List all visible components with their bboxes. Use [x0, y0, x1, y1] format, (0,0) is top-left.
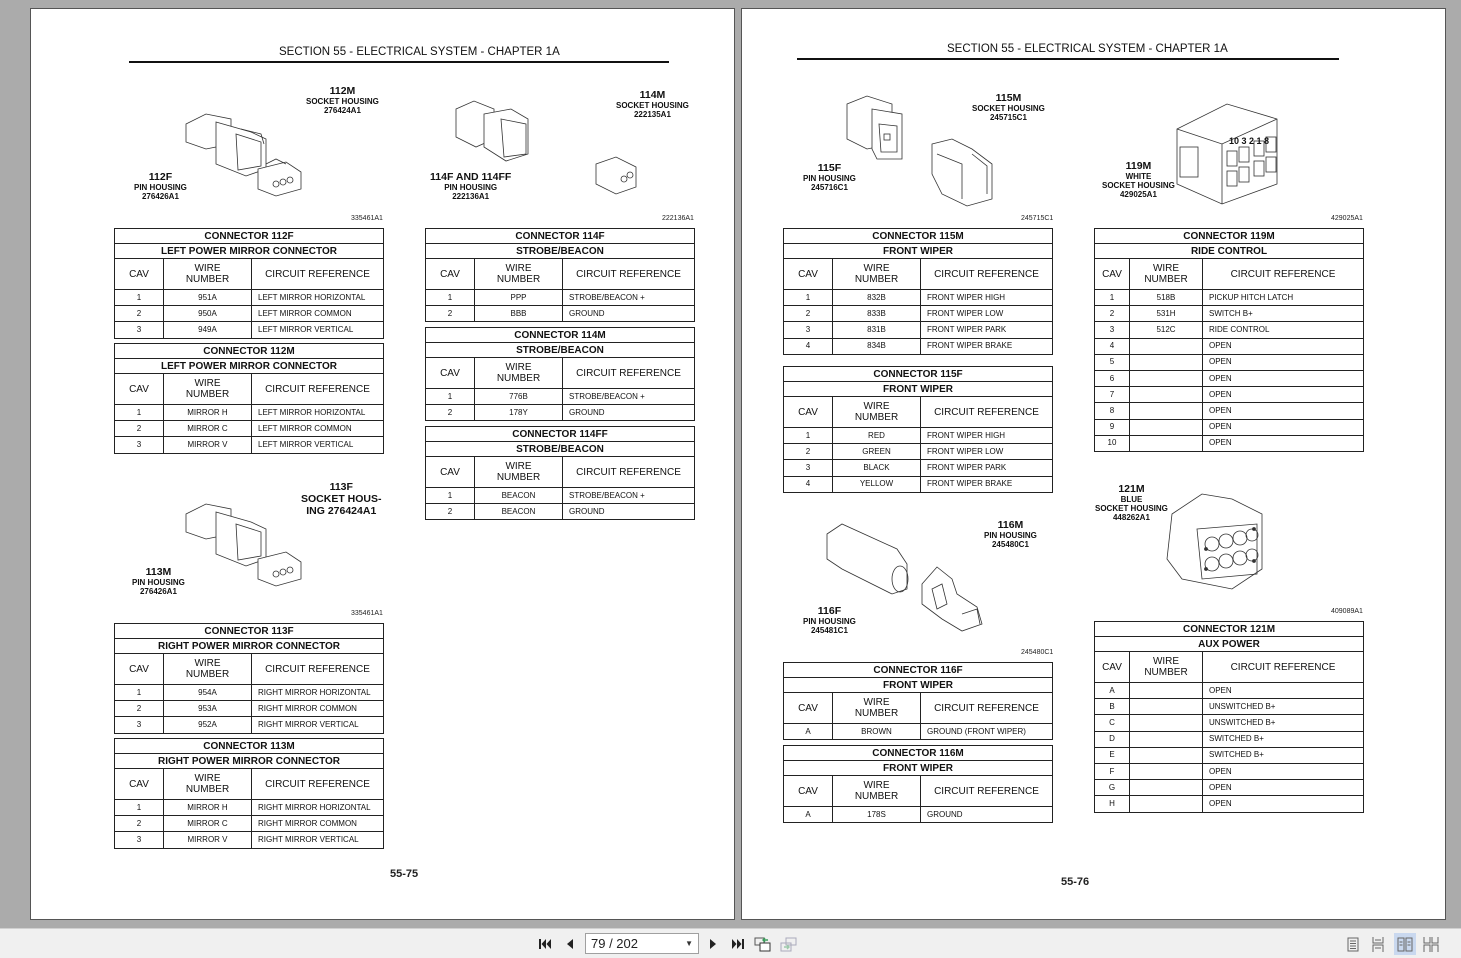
table-row: 10 OPEN [1095, 435, 1364, 451]
connector-table-119M: CONNECTOR 119M RIDE CONTROL CAV WIRE NUMBER CIRCUIT REFERENCE 1 518B PICKUP HITCH LATCH 2 531H SWITCH B+ 3 512C RIDE CONTROL 4 OPEN 5 OPEN 6 OPEN 7 OPEN 8 OPEN 9 OPEN 10 OPEN [1094, 228, 1364, 452]
connector-table-114F: CONNECTOR 114F STROBE/BEACON CAV WIRE NUMBER CIRCUIT REFERENCE 1 PPP STROBE/BEACON + 2 BBB GROUND [425, 228, 695, 322]
table-row: 2 950A LEFT MIRROR COMMON [115, 306, 384, 322]
table-row: 6 OPEN [1095, 370, 1364, 386]
table-row: 3 831B FRONT WIPER PARK [784, 322, 1053, 338]
pdf-page-right [741, 8, 1446, 920]
table-row: 1 951A LEFT MIRROR HORIZONTAL [115, 290, 384, 306]
table-row: C UNSWITCHED B+ [1095, 715, 1364, 731]
table-row: A OPEN [1095, 683, 1364, 699]
connector-table-115M: CONNECTOR 115M FRONT WIPER CAV WIRE NUMBER CIRCUIT REFERENCE 1 832B FRONT WIPER HIGH 2 833B FRONT WIPER LOW 3 831B FRONT WIPER PARK 4 834B FRONT WIPER BRAKE [783, 228, 1053, 355]
figure-ref: 429025A1 [1331, 215, 1363, 222]
previous-page-button[interactable] [561, 935, 579, 953]
figure-ref: 245480C1 [1021, 649, 1054, 656]
label-114F-114FF: 114F AND 114FF PIN HOUSING 222136A1 [430, 171, 512, 202]
table-row: 1 RED FRONT WIPER HIGH [784, 428, 1053, 444]
connector-table-114FF: CONNECTOR 114FF STROBE/BEACON CAV WIRE NUMBER CIRCUIT REFERENCE 1 BEACON STROBE/BEACON + 2 BEACON GROUND [425, 426, 695, 520]
table-row: A 178S GROUND [784, 807, 1053, 823]
table-row: 8 OPEN [1095, 403, 1364, 419]
connector-table-114M: CONNECTOR 114M STROBE/BEACON CAV WIRE NUMBER CIRCUIT REFERENCE 1 776B STROBE/BEACON + 2 178Y GROUND [425, 327, 695, 421]
connector-121-illustration [1162, 489, 1272, 599]
single-page-icon [1347, 937, 1359, 952]
section-header: SECTION 55 - ELECTRICAL SYSTEM - CHAPTER 1A [279, 46, 560, 58]
label-113F: 113F SOCKET HOUS- ING 276424A1 [301, 481, 382, 518]
two-page-view-button[interactable] [1394, 933, 1416, 955]
table-row: 3 949A LEFT MIRROR VERTICAL [115, 322, 384, 338]
table-row: 1 776B STROBE/BEACON + [426, 389, 695, 405]
page-number: 55-75 [390, 868, 419, 880]
first-page-icon [539, 938, 553, 950]
connector-table-121M: CONNECTOR 121M AUX POWER CAV WIRE NUMBER CIRCUIT REFERENCE A OPEN B UNSWITCHED B+ C UNSWITCHED B+ D SWITCHED B+ E SWITCHED B+ F OPEN G OPEN H OPEN [1094, 621, 1364, 813]
table-row: 3 512C RIDE CONTROL [1095, 322, 1364, 338]
connector-table-113F: CONNECTOR 113F RIGHT POWER MIRROR CONNECTOR CAV WIRE NUMBER CIRCUIT REFERENCE 1 954A RIGHT MIRROR HORIZONTAL 2 953A RIGHT MIRROR COMMON 3 952A RIGHT MIRROR VERTICAL [114, 623, 384, 734]
label-112F: 112F PIN HOUSING 276426A1 [134, 171, 187, 202]
table-row: 2 MIRROR C LEFT MIRROR COMMON [115, 421, 384, 437]
single-page-view-button[interactable] [1342, 933, 1364, 955]
two-page-continuous-icon [1423, 937, 1439, 952]
page-number: 55-76 [1061, 876, 1090, 888]
connector-119-illustration [1172, 99, 1292, 209]
table-row: 1 MIRROR H RIGHT MIRROR HORIZONTAL [115, 800, 384, 816]
page-number-dropdown[interactable] [585, 933, 699, 954]
table-row: A BROWN GROUND (FRONT WIPER) [784, 724, 1053, 740]
two-page-continuous-view-button[interactable] [1420, 933, 1442, 955]
continuous-page-icon [1372, 937, 1384, 952]
last-page-icon [730, 938, 744, 950]
label-112M: 112M SOCKET HOUSING 276424A1 [306, 85, 379, 116]
table-row: 3 MIRROR V RIGHT MIRROR VERTICAL [115, 832, 384, 848]
figure-ref: 245715C1 [1021, 215, 1054, 222]
table-row: G OPEN [1095, 780, 1364, 796]
label-116F: 116F PIN HOUSING 245481C1 [803, 605, 856, 636]
table-row: 9 OPEN [1095, 419, 1364, 435]
first-page-button[interactable] [537, 935, 555, 953]
table-row: 7 OPEN [1095, 387, 1364, 403]
chevron-down-icon: ▼ [685, 939, 693, 948]
table-row: 1 PPP STROBE/BEACON + [426, 290, 695, 306]
table-row: B UNSWITCHED B+ [1095, 699, 1364, 715]
table-row: 1 832B FRONT WIPER HIGH [784, 290, 1053, 306]
page-number-value: 79 / 202 [591, 936, 638, 951]
header-rule [797, 58, 1339, 60]
table-row: F OPEN [1095, 763, 1364, 779]
two-page-icon [1397, 937, 1413, 952]
label-121M: 121M BLUE SOCKET HOUSING 448262A1 [1095, 483, 1168, 523]
table-row: 1 MIRROR H LEFT MIRROR HORIZONTAL [115, 405, 384, 421]
label-115F: 115F PIN HOUSING 245716C1 [803, 162, 856, 193]
table-row: 3 MIRROR V LEFT MIRROR VERTICAL [115, 437, 384, 453]
table-row: 3 952A RIGHT MIRROR VERTICAL [115, 717, 384, 733]
table-row: 1 518B PICKUP HITCH LATCH [1095, 290, 1364, 306]
table-row: E SWITCHED B+ [1095, 747, 1364, 763]
continuous-view-button[interactable] [1367, 933, 1389, 955]
table-row: 1 954A RIGHT MIRROR HORIZONTAL [115, 685, 384, 701]
previous-view-button[interactable] [754, 935, 772, 953]
table-row: 3 BLACK FRONT WIPER PARK [784, 460, 1053, 476]
table-row: 2 833B FRONT WIPER LOW [784, 306, 1053, 322]
connector-table-112F: CONNECTOR 112F LEFT POWER MIRROR CONNECTOR CAV WIRE NUMBER CIRCUIT REFERENCE 1 951A LEFT MIRROR HORIZONTAL 2 950A LEFT MIRROR COMMON 3 949A LEFT MIRROR VERTICAL [114, 228, 384, 339]
table-row: 2 953A RIGHT MIRROR COMMON [115, 701, 384, 717]
previous-view-icon [754, 936, 772, 952]
header-rule [129, 61, 669, 63]
next-view-icon [780, 936, 798, 952]
connector-table-115F: CONNECTOR 115F FRONT WIPER CAV WIRE NUMBER CIRCUIT REFERENCE 1 RED FRONT WIPER HIGH 2 GREEN FRONT WIPER LOW 3 BLACK FRONT WIPER PARK 4 YELLOW FRONT WIPER BRAKE [783, 366, 1053, 493]
next-view-button[interactable] [780, 935, 798, 953]
connector-112-illustration [176, 104, 326, 204]
last-page-button[interactable] [728, 935, 746, 953]
svg-text:10 3 2 1 8: 10 3 2 1 8 [1229, 136, 1270, 146]
figure-ref: 335461A1 [351, 610, 383, 617]
viewer-toolbar [0, 928, 1461, 958]
connector-table-116M: CONNECTOR 116M FRONT WIPER CAV WIRE NUMBER CIRCUIT REFERENCE A 178S GROUND [783, 745, 1053, 823]
figure-ref: 222136A1 [662, 215, 694, 222]
connector-table-113M: CONNECTOR 113M RIGHT POWER MIRROR CONNECTOR CAV WIRE NUMBER CIRCUIT REFERENCE 1 MIRROR H RIGHT MIRROR HORIZONTAL 2 MIRROR C RIGHT MIRROR COMMON 3 MIRROR V RIGHT MIRROR VERTICAL [114, 738, 384, 849]
connector-table-112M: CONNECTOR 112M LEFT POWER MIRROR CONNECTOR CAV WIRE NUMBER CIRCUIT REFERENCE 1 MIRROR H LEFT MIRROR HORIZONTAL 2 MIRROR C LEFT MIRROR COMMON 3 MIRROR V LEFT MIRROR VERTICAL [114, 343, 384, 454]
table-row: 1 BEACON STROBE/BEACON + [426, 488, 695, 504]
table-row: 2 GREEN FRONT WIPER LOW [784, 444, 1053, 460]
label-119M: 119M WHITE SOCKET HOUSING 429025A1 [1102, 160, 1175, 200]
connector-table-116F: CONNECTOR 116F FRONT WIPER CAV WIRE NUMBER CIRCUIT REFERENCE A BROWN GROUND (FRONT WIPER) [783, 662, 1053, 740]
table-row: D SWITCHED B+ [1095, 731, 1364, 747]
table-row: 2 178Y GROUND [426, 405, 695, 421]
pdf-page-left [30, 8, 735, 920]
table-row: 4 YELLOW FRONT WIPER BRAKE [784, 476, 1053, 492]
label-113M: 113M PIN HOUSING 276426A1 [132, 566, 185, 597]
table-row: 5 OPEN [1095, 354, 1364, 370]
table-row: 4 OPEN [1095, 338, 1364, 354]
table-row: 2 BEACON GROUND [426, 504, 695, 520]
next-page-icon [708, 938, 718, 950]
next-page-button[interactable] [704, 935, 722, 953]
table-row: 2 MIRROR C RIGHT MIRROR COMMON [115, 816, 384, 832]
label-116M: 116M PIN HOUSING 245480C1 [984, 519, 1037, 550]
section-header: SECTION 55 - ELECTRICAL SYSTEM - CHAPTER 1A [947, 43, 1228, 55]
table-row: 4 834B FRONT WIPER BRAKE [784, 338, 1053, 354]
figure-ref: 335461A1 [351, 215, 383, 222]
previous-page-icon [565, 938, 575, 950]
label-114M: 114M SOCKET HOUSING 222135A1 [616, 89, 689, 120]
table-row: H OPEN [1095, 796, 1364, 812]
table-row: 2 BBB GROUND [426, 306, 695, 322]
label-115M: 115M SOCKET HOUSING 245715C1 [972, 92, 1045, 123]
table-row: 2 531H SWITCH B+ [1095, 306, 1364, 322]
figure-ref: 409089A1 [1331, 608, 1363, 615]
